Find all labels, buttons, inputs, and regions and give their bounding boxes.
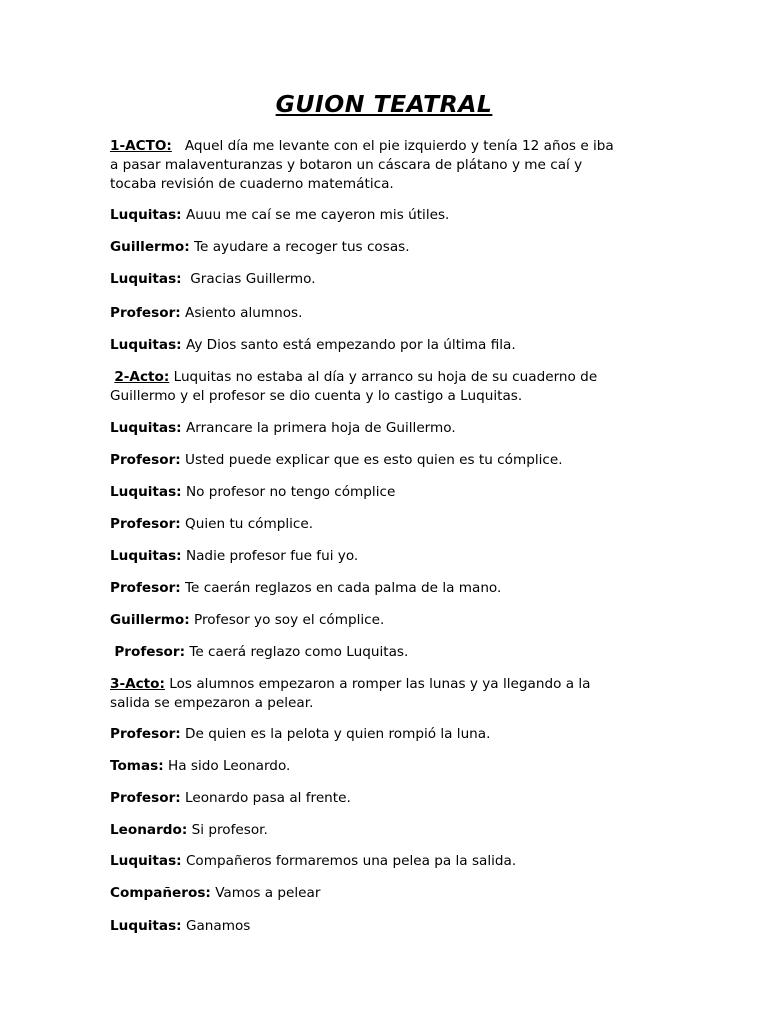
act-2-text-2: Guillermo y el profesor se dio cuenta y lo castigo a Luquitas. bbox=[110, 388, 523, 404]
speaker-name: Profesor: bbox=[110, 790, 181, 806]
dialogue-line bbox=[110, 757, 290, 776]
dialogue-line bbox=[110, 852, 516, 871]
act-1-line-1 bbox=[110, 137, 670, 156]
dialogue-text: De quien es la pelota y quien rompió la luna. bbox=[185, 726, 491, 742]
dialogue-line bbox=[110, 238, 410, 257]
act-2-paragraph bbox=[110, 368, 670, 406]
act-1-text-3: tocaba revisión de cuaderno matemática. bbox=[110, 176, 394, 192]
speaker-name: Luquitas: bbox=[110, 271, 182, 287]
dialogue-text: Vamos a pelear bbox=[215, 885, 321, 901]
dialogue-text: Gracias Guillermo. bbox=[190, 271, 316, 287]
speaker-name: Luquitas: bbox=[110, 337, 182, 353]
act-3-label: 3-Acto: bbox=[110, 676, 165, 692]
speaker-name: Luquitas: bbox=[110, 484, 182, 500]
dialogue-line bbox=[110, 643, 408, 662]
dialogue-line bbox=[110, 419, 456, 438]
act-1-paragraph bbox=[110, 137, 670, 194]
act-2-line-1 bbox=[110, 368, 670, 387]
dialogue-line bbox=[110, 821, 268, 840]
page-title: GUION TEATRAL bbox=[275, 90, 493, 118]
dialogue-text: Nadie profesor fue fui yo. bbox=[185, 548, 359, 564]
dialogue-line bbox=[110, 515, 313, 534]
dialogue-text: Arrancare la primera hoja de Guillermo. bbox=[185, 420, 456, 436]
act-3-line-1 bbox=[110, 675, 670, 694]
dialogue-text: Ha sido Leonardo. bbox=[168, 758, 291, 774]
dialogue-line bbox=[110, 579, 501, 598]
dialogue-line bbox=[110, 270, 316, 289]
dialogue-text: Si profesor. bbox=[191, 822, 268, 838]
dialogue-line bbox=[110, 725, 490, 744]
speaker-name: Tomas: bbox=[110, 758, 164, 774]
dialogue-line bbox=[110, 451, 563, 470]
act-1-label: 1-ACTO: bbox=[110, 138, 172, 154]
speaker-name: Guillermo: bbox=[110, 239, 190, 255]
speaker-name: Profesor: bbox=[110, 452, 181, 468]
speaker-name: Luquitas: bbox=[110, 918, 182, 934]
dialogue-text: Te caerá reglazo como Luquitas. bbox=[189, 644, 409, 660]
dialogue-text: Te caerán reglazos en cada palma de la mano. bbox=[185, 580, 502, 596]
dialogue-text: Asiento alumnos. bbox=[185, 305, 303, 321]
dialogue-line bbox=[110, 611, 384, 630]
dialogue-text: Usted puede explicar que es esto quien es tu cómplice. bbox=[185, 452, 563, 468]
act-1-text-2: a pasar malaventuranzas y botaron un cáscara de plátano y me caí y bbox=[110, 157, 583, 173]
dialogue-line bbox=[110, 884, 320, 903]
speaker-name: Luquitas: bbox=[110, 853, 182, 869]
act-3-text-2: salida se empezaron a pelear. bbox=[110, 695, 314, 711]
dialogue-text: Ganamos bbox=[185, 918, 251, 934]
speaker-name: Compañeros: bbox=[110, 885, 211, 901]
speaker-name: Profesor: bbox=[110, 580, 181, 596]
speaker-name: Profesor: bbox=[110, 726, 181, 742]
dialogue-line bbox=[110, 304, 302, 323]
speaker-name: Profesor: bbox=[114, 644, 186, 660]
dialogue-text: Profesor yo soy el cómplice. bbox=[194, 612, 385, 628]
speaker-name: Guillermo: bbox=[110, 612, 190, 628]
dialogue-text: Leonardo pasa al frente. bbox=[185, 790, 351, 806]
speaker-name: Profesor: bbox=[110, 305, 181, 321]
dialogue-text: Quien tu cómplice. bbox=[185, 516, 314, 532]
act-2-label: 2-Acto: bbox=[114, 369, 170, 385]
dialogue-line bbox=[110, 336, 516, 355]
act-1-text-1: Aquel día me levante con el pie izquierdo y tenía 12 años e iba bbox=[184, 138, 614, 154]
speaker-name: Leonardo: bbox=[110, 822, 188, 838]
act-3-paragraph bbox=[110, 675, 670, 713]
speaker-name: Profesor: bbox=[110, 516, 181, 532]
speaker-name: Luquitas: bbox=[110, 548, 182, 564]
act-3-text-1: Los alumnos empezaron a romper las lunas y ya llegando a la bbox=[169, 676, 591, 692]
dialogue-text: No profesor no tengo cómplice bbox=[185, 484, 396, 500]
act-2-text-1: Luquitas no estaba al día y arranco su hoja de su cuaderno de bbox=[173, 369, 598, 385]
dialogue-line bbox=[110, 917, 250, 936]
dialogue-line bbox=[110, 547, 358, 566]
dialogue-text: Compañeros formaremos una pelea pa la salida. bbox=[185, 853, 517, 869]
dialogue-line bbox=[110, 206, 449, 225]
speaker-name: Luquitas: bbox=[110, 207, 182, 223]
dialogue-line bbox=[110, 789, 351, 808]
dialogue-line bbox=[110, 483, 395, 502]
dialogue-text: Te ayudare a recoger tus cosas. bbox=[194, 239, 410, 255]
dialogue-text: Auuu me caí se me cayeron mis útiles. bbox=[185, 207, 450, 223]
speaker-name: Luquitas: bbox=[110, 420, 182, 436]
dialogue-text: Ay Dios santo está empezando por la última fila. bbox=[185, 337, 516, 353]
